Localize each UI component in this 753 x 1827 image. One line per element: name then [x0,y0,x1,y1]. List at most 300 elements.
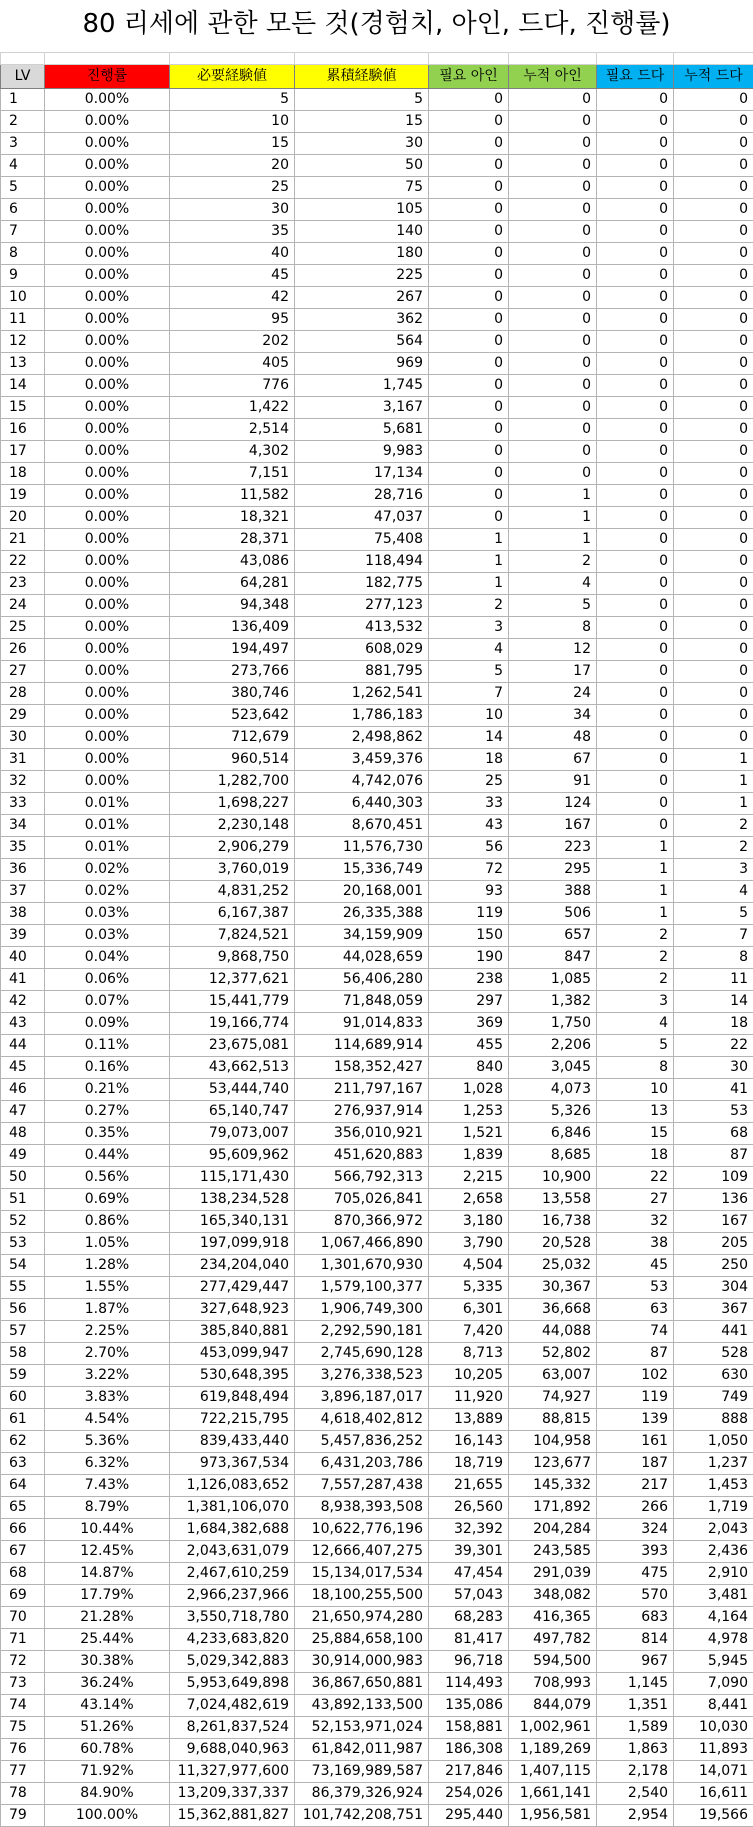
cell-cumulative-exp[interactable]: 362 [295,309,429,331]
cell-cumulative-dda[interactable]: 2,910 [674,1563,753,1585]
cell-required-dda[interactable]: 63 [597,1299,674,1321]
cell-progress[interactable]: 0.06% [45,969,170,991]
cell-required-exp[interactable]: 138,234,528 [170,1189,295,1211]
cell-level[interactable]: 21 [1,529,45,551]
cell-cumulative-ain[interactable]: 52,802 [509,1343,597,1365]
cell-level[interactable]: 31 [1,749,45,771]
cell-progress[interactable]: 0.09% [45,1013,170,1035]
cell-level[interactable]: 33 [1,793,45,815]
cell-required-dda[interactable]: 0 [597,661,674,683]
cell-progress[interactable]: 0.00% [45,683,170,705]
cell-required-ain[interactable]: 217,846 [429,1761,509,1783]
blank-cell[interactable] [429,53,509,65]
cell-cumulative-dda[interactable]: 0 [674,551,753,573]
cell-level[interactable]: 59 [1,1365,45,1387]
cell-required-exp[interactable]: 10 [170,111,295,133]
cell-required-exp[interactable]: 15,441,779 [170,991,295,1013]
cell-required-ain[interactable]: 1,839 [429,1145,509,1167]
header-cumulative-exp[interactable]: 累積経験値 [295,65,429,89]
cell-required-ain[interactable]: 840 [429,1057,509,1079]
cell-progress[interactable]: 0.00% [45,661,170,683]
cell-cumulative-dda[interactable]: 2 [674,837,753,859]
cell-cumulative-exp[interactable]: 1,301,670,930 [295,1255,429,1277]
cell-required-ain[interactable]: 5,335 [429,1277,509,1299]
cell-level[interactable]: 79 [1,1805,45,1827]
cell-required-exp[interactable]: 43,662,513 [170,1057,295,1079]
cell-cumulative-ain[interactable]: 20,528 [509,1233,597,1255]
cell-cumulative-exp[interactable]: 56,406,280 [295,969,429,991]
cell-level[interactable]: 73 [1,1673,45,1695]
cell-cumulative-dda[interactable]: 0 [674,463,753,485]
cell-required-dda[interactable]: 0 [597,617,674,639]
cell-cumulative-exp[interactable]: 870,366,972 [295,1211,429,1233]
cell-required-ain[interactable]: 33 [429,793,509,815]
cell-required-exp[interactable]: 95,609,962 [170,1145,295,1167]
cell-cumulative-dda[interactable]: 0 [674,507,753,529]
cell-cumulative-exp[interactable]: 73,169,989,587 [295,1761,429,1783]
cell-cumulative-dda[interactable]: 1,719 [674,1497,753,1519]
cell-cumulative-dda[interactable]: 14,071 [674,1761,753,1783]
cell-required-ain[interactable]: 96,718 [429,1651,509,1673]
cell-required-exp[interactable]: 234,204,040 [170,1255,295,1277]
cell-cumulative-exp[interactable]: 225 [295,265,429,287]
cell-required-dda[interactable]: 0 [597,441,674,463]
cell-cumulative-dda[interactable]: 205 [674,1233,753,1255]
cell-progress[interactable]: 0.00% [45,331,170,353]
cell-cumulative-ain[interactable]: 124 [509,793,597,815]
cell-progress[interactable]: 30.38% [45,1651,170,1673]
cell-cumulative-ain[interactable]: 506 [509,903,597,925]
cell-required-dda[interactable]: 266 [597,1497,674,1519]
cell-cumulative-dda[interactable]: 2,436 [674,1541,753,1563]
cell-level[interactable]: 47 [1,1101,45,1123]
header-required-exp[interactable]: 必要経験値 [170,65,295,89]
cell-cumulative-dda[interactable]: 1,453 [674,1475,753,1497]
cell-required-ain[interactable]: 10 [429,705,509,727]
cell-cumulative-exp[interactable]: 1,579,100,377 [295,1277,429,1299]
cell-progress[interactable]: 0.00% [45,485,170,507]
cell-cumulative-ain[interactable]: 16,738 [509,1211,597,1233]
cell-level[interactable]: 77 [1,1761,45,1783]
cell-cumulative-exp[interactable]: 47,037 [295,507,429,529]
cell-progress[interactable]: 0.00% [45,111,170,133]
cell-cumulative-ain[interactable]: 167 [509,815,597,837]
cell-cumulative-ain[interactable]: 0 [509,155,597,177]
cell-cumulative-exp[interactable]: 276,937,914 [295,1101,429,1123]
cell-required-dda[interactable]: 45 [597,1255,674,1277]
cell-progress[interactable]: 3.22% [45,1365,170,1387]
cell-required-dda[interactable]: 161 [597,1431,674,1453]
cell-cumulative-ain[interactable]: 25,032 [509,1255,597,1277]
cell-required-ain[interactable]: 0 [429,265,509,287]
cell-required-dda[interactable]: 0 [597,353,674,375]
cell-required-ain[interactable]: 0 [429,111,509,133]
cell-cumulative-ain[interactable]: 0 [509,463,597,485]
cell-required-dda[interactable]: 0 [597,771,674,793]
cell-required-exp[interactable]: 28,371 [170,529,295,551]
cell-cumulative-exp[interactable]: 969 [295,353,429,375]
cell-required-dda[interactable]: 119 [597,1387,674,1409]
cell-cumulative-exp[interactable]: 413,532 [295,617,429,639]
cell-required-dda[interactable]: 0 [597,309,674,331]
cell-required-ain[interactable]: 8,713 [429,1343,509,1365]
header-cumulative-dda[interactable]: 누적 드다 [674,65,753,89]
cell-cumulative-exp[interactable]: 158,352,427 [295,1057,429,1079]
cell-required-exp[interactable]: 9,688,040,963 [170,1739,295,1761]
cell-required-ain[interactable]: 254,026 [429,1783,509,1805]
cell-progress[interactable]: 0.00% [45,639,170,661]
cell-cumulative-ain[interactable]: 0 [509,353,597,375]
cell-required-ain[interactable]: 43 [429,815,509,837]
cell-required-exp[interactable]: 273,766 [170,661,295,683]
header-progress[interactable]: 진행률 [45,65,170,89]
cell-level[interactable]: 51 [1,1189,45,1211]
cell-progress[interactable]: 0.01% [45,837,170,859]
cell-required-dda[interactable]: 683 [597,1607,674,1629]
cell-progress[interactable]: 0.03% [45,925,170,947]
cell-cumulative-ain[interactable]: 1 [509,529,597,551]
cell-cumulative-exp[interactable]: 4,742,076 [295,771,429,793]
cell-progress[interactable]: 14.87% [45,1563,170,1585]
cell-cumulative-ain[interactable]: 0 [509,331,597,353]
cell-cumulative-dda[interactable]: 8 [674,947,753,969]
cell-cumulative-ain[interactable]: 34 [509,705,597,727]
cell-cumulative-exp[interactable]: 881,795 [295,661,429,683]
cell-required-dda[interactable]: 0 [597,749,674,771]
cell-cumulative-exp[interactable]: 356,010,921 [295,1123,429,1145]
cell-progress[interactable]: 0.16% [45,1057,170,1079]
cell-cumulative-ain[interactable]: 708,993 [509,1673,597,1695]
cell-cumulative-dda[interactable]: 53 [674,1101,753,1123]
cell-required-ain[interactable]: 18,719 [429,1453,509,1475]
cell-cumulative-ain[interactable]: 416,365 [509,1607,597,1629]
cell-cumulative-exp[interactable]: 75 [295,177,429,199]
cell-required-ain[interactable]: 39,301 [429,1541,509,1563]
cell-level[interactable]: 22 [1,551,45,573]
cell-level[interactable]: 37 [1,881,45,903]
cell-required-dda[interactable]: 32 [597,1211,674,1233]
cell-level[interactable]: 63 [1,1453,45,1475]
cell-level[interactable]: 62 [1,1431,45,1453]
cell-cumulative-dda[interactable]: 528 [674,1343,753,1365]
cell-cumulative-ain[interactable]: 12 [509,639,597,661]
cell-required-exp[interactable]: 11,327,977,600 [170,1761,295,1783]
cell-required-exp[interactable]: 776 [170,375,295,397]
cell-cumulative-exp[interactable]: 3,276,338,523 [295,1365,429,1387]
cell-progress[interactable]: 0.00% [45,529,170,551]
cell-required-dda[interactable]: 2 [597,947,674,969]
cell-required-ain[interactable]: 0 [429,309,509,331]
cell-cumulative-dda[interactable]: 4 [674,881,753,903]
cell-level[interactable]: 7 [1,221,45,243]
cell-level[interactable]: 15 [1,397,45,419]
cell-cumulative-exp[interactable]: 8,938,393,508 [295,1497,429,1519]
cell-required-exp[interactable]: 973,367,534 [170,1453,295,1475]
cell-level[interactable]: 78 [1,1783,45,1805]
cell-required-ain[interactable]: 190 [429,947,509,969]
cell-level[interactable]: 50 [1,1167,45,1189]
cell-cumulative-dda[interactable]: 0 [674,155,753,177]
cell-cumulative-ain[interactable]: 1,956,581 [509,1805,597,1827]
cell-level[interactable]: 5 [1,177,45,199]
cell-cumulative-exp[interactable]: 91,014,833 [295,1013,429,1035]
cell-required-exp[interactable]: 42 [170,287,295,309]
cell-required-ain[interactable]: 119 [429,903,509,925]
cell-required-exp[interactable]: 165,340,131 [170,1211,295,1233]
cell-required-dda[interactable]: 0 [597,727,674,749]
cell-cumulative-ain[interactable]: 0 [509,397,597,419]
cell-cumulative-exp[interactable]: 21,650,974,280 [295,1607,429,1629]
cell-cumulative-exp[interactable]: 10,622,776,196 [295,1519,429,1541]
cell-required-exp[interactable]: 2,966,237,966 [170,1585,295,1607]
cell-cumulative-ain[interactable]: 6,846 [509,1123,597,1145]
cell-cumulative-dda[interactable]: 367 [674,1299,753,1321]
cell-level[interactable]: 72 [1,1651,45,1673]
cell-level[interactable]: 56 [1,1299,45,1321]
cell-required-exp[interactable]: 20 [170,155,295,177]
cell-required-dda[interactable]: 0 [597,485,674,507]
cell-cumulative-dda[interactable]: 1 [674,793,753,815]
cell-cumulative-ain[interactable]: 1,002,961 [509,1717,597,1739]
cell-required-dda[interactable]: 5 [597,1035,674,1057]
cell-required-ain[interactable]: 57,043 [429,1585,509,1607]
cell-cumulative-exp[interactable]: 182,775 [295,573,429,595]
cell-cumulative-dda[interactable]: 5 [674,903,753,925]
cell-required-ain[interactable]: 0 [429,243,509,265]
cell-cumulative-exp[interactable]: 101,742,208,751 [295,1805,429,1827]
cell-cumulative-dda[interactable]: 4,978 [674,1629,753,1651]
cell-required-ain[interactable]: 81,417 [429,1629,509,1651]
cell-required-ain[interactable]: 16,143 [429,1431,509,1453]
cell-progress[interactable]: 6.32% [45,1453,170,1475]
cell-required-dda[interactable]: 0 [597,397,674,419]
blank-cell[interactable] [45,53,170,65]
header-cumulative-ain[interactable]: 누적 아인 [509,65,597,89]
cell-cumulative-dda[interactable]: 5,945 [674,1651,753,1673]
cell-cumulative-dda[interactable]: 167 [674,1211,753,1233]
cell-required-ain[interactable]: 1,521 [429,1123,509,1145]
cell-required-exp[interactable]: 405 [170,353,295,375]
cell-required-ain[interactable]: 5 [429,661,509,683]
cell-required-dda[interactable]: 1,145 [597,1673,674,1695]
cell-required-ain[interactable]: 158,881 [429,1717,509,1739]
cell-level[interactable]: 12 [1,331,45,353]
cell-required-ain[interactable]: 1 [429,573,509,595]
cell-cumulative-exp[interactable]: 6,431,203,786 [295,1453,429,1475]
cell-progress[interactable]: 0.00% [45,727,170,749]
cell-cumulative-ain[interactable]: 0 [509,309,597,331]
cell-required-dda[interactable]: 217 [597,1475,674,1497]
cell-cumulative-dda[interactable]: 1,050 [674,1431,753,1453]
cell-required-ain[interactable]: 13,889 [429,1409,509,1431]
cell-required-dda[interactable]: 0 [597,573,674,595]
cell-required-ain[interactable]: 26,560 [429,1497,509,1519]
cell-cumulative-dda[interactable]: 0 [674,419,753,441]
cell-required-exp[interactable]: 3,760,019 [170,859,295,881]
cell-level[interactable]: 32 [1,771,45,793]
cell-cumulative-dda[interactable]: 10,030 [674,1717,753,1739]
cell-level[interactable]: 75 [1,1717,45,1739]
cell-cumulative-ain[interactable]: 1,382 [509,991,597,1013]
cell-progress[interactable]: 0.00% [45,705,170,727]
cell-required-dda[interactable]: 187 [597,1453,674,1475]
cell-cumulative-ain[interactable]: 63,007 [509,1365,597,1387]
cell-cumulative-exp[interactable]: 705,026,841 [295,1189,429,1211]
cell-required-exp[interactable]: 115,171,430 [170,1167,295,1189]
cell-cumulative-ain[interactable]: 44,088 [509,1321,597,1343]
cell-level[interactable]: 64 [1,1475,45,1497]
cell-cumulative-exp[interactable]: 2,292,590,181 [295,1321,429,1343]
cell-cumulative-ain[interactable]: 1,189,269 [509,1739,597,1761]
cell-cumulative-ain[interactable]: 0 [509,441,597,463]
cell-cumulative-dda[interactable]: 41 [674,1079,753,1101]
cell-required-ain[interactable]: 18 [429,749,509,771]
cell-cumulative-dda[interactable]: 0 [674,133,753,155]
cell-level[interactable]: 27 [1,661,45,683]
cell-level[interactable]: 41 [1,969,45,991]
cell-required-exp[interactable]: 277,429,447 [170,1277,295,1299]
cell-cumulative-exp[interactable]: 3,896,187,017 [295,1387,429,1409]
cell-cumulative-dda[interactable]: 7 [674,925,753,947]
cell-required-dda[interactable]: 0 [597,705,674,727]
cell-required-exp[interactable]: 5 [170,89,295,111]
cell-required-ain[interactable]: 0 [429,463,509,485]
cell-cumulative-exp[interactable]: 11,576,730 [295,837,429,859]
cell-required-dda[interactable]: 1,351 [597,1695,674,1717]
cell-required-ain[interactable]: 0 [429,133,509,155]
cell-required-ain[interactable]: 186,308 [429,1739,509,1761]
cell-cumulative-ain[interactable]: 123,677 [509,1453,597,1475]
cell-cumulative-dda[interactable]: 1 [674,749,753,771]
cell-cumulative-ain[interactable]: 243,585 [509,1541,597,1563]
cell-cumulative-dda[interactable]: 8,441 [674,1695,753,1717]
cell-required-exp[interactable]: 1,698,227 [170,793,295,815]
cell-cumulative-exp[interactable]: 1,786,183 [295,705,429,727]
cell-cumulative-dda[interactable]: 250 [674,1255,753,1277]
cell-required-dda[interactable]: 967 [597,1651,674,1673]
cell-required-exp[interactable]: 2,906,279 [170,837,295,859]
cell-required-dda[interactable]: 139 [597,1409,674,1431]
cell-required-ain[interactable]: 3,790 [429,1233,509,1255]
cell-cumulative-ain[interactable]: 2,206 [509,1035,597,1057]
cell-required-exp[interactable]: 197,099,918 [170,1233,295,1255]
cell-cumulative-exp[interactable]: 20,168,001 [295,881,429,903]
cell-progress[interactable]: 0.00% [45,375,170,397]
cell-cumulative-ain[interactable]: 1 [509,485,597,507]
cell-required-dda[interactable]: 0 [597,221,674,243]
cell-progress[interactable]: 84.90% [45,1783,170,1805]
cell-progress[interactable]: 51.26% [45,1717,170,1739]
cell-level[interactable]: 18 [1,463,45,485]
cell-required-ain[interactable]: 21,655 [429,1475,509,1497]
cell-progress[interactable]: 0.00% [45,595,170,617]
cell-cumulative-dda[interactable]: 0 [674,265,753,287]
cell-required-dda[interactable]: 0 [597,243,674,265]
cell-cumulative-exp[interactable]: 3,167 [295,397,429,419]
cell-required-exp[interactable]: 1,126,083,652 [170,1475,295,1497]
cell-required-exp[interactable]: 4,831,252 [170,881,295,903]
cell-required-ain[interactable]: 7 [429,683,509,705]
cell-required-ain[interactable]: 369 [429,1013,509,1035]
cell-required-dda[interactable]: 74 [597,1321,674,1343]
cell-required-exp[interactable]: 327,648,923 [170,1299,295,1321]
cell-cumulative-ain[interactable]: 5 [509,595,597,617]
cell-required-exp[interactable]: 45 [170,265,295,287]
cell-progress[interactable]: 1.05% [45,1233,170,1255]
cell-required-exp[interactable]: 15,362,881,827 [170,1805,295,1827]
cell-required-dda[interactable]: 0 [597,111,674,133]
cell-required-dda[interactable]: 27 [597,1189,674,1211]
cell-cumulative-dda[interactable]: 0 [674,221,753,243]
cell-required-dda[interactable]: 1,863 [597,1739,674,1761]
cell-level[interactable]: 6 [1,199,45,221]
cell-cumulative-exp[interactable]: 3,459,376 [295,749,429,771]
cell-progress[interactable]: 60.78% [45,1739,170,1761]
cell-progress[interactable]: 0.11% [45,1035,170,1057]
cell-required-dda[interactable]: 0 [597,375,674,397]
header-level[interactable]: LV [1,65,45,89]
cell-required-dda[interactable]: 102 [597,1365,674,1387]
cell-required-ain[interactable]: 114,493 [429,1673,509,1695]
cell-progress[interactable]: 1.55% [45,1277,170,1299]
cell-level[interactable]: 28 [1,683,45,705]
cell-progress[interactable]: 0.27% [45,1101,170,1123]
cell-cumulative-exp[interactable]: 180 [295,243,429,265]
cell-cumulative-ain[interactable]: 104,958 [509,1431,597,1453]
cell-cumulative-ain[interactable]: 8,685 [509,1145,597,1167]
cell-required-exp[interactable]: 7,824,521 [170,925,295,947]
cell-cumulative-ain[interactable]: 145,332 [509,1475,597,1497]
cell-cumulative-dda[interactable]: 0 [674,375,753,397]
cell-cumulative-exp[interactable]: 211,797,167 [295,1079,429,1101]
cell-cumulative-dda[interactable]: 0 [674,661,753,683]
cell-cumulative-dda[interactable]: 18 [674,1013,753,1035]
cell-cumulative-ain[interactable]: 13,558 [509,1189,597,1211]
cell-cumulative-dda[interactable]: 304 [674,1277,753,1299]
cell-cumulative-ain[interactable]: 17 [509,661,597,683]
cell-required-exp[interactable]: 380,746 [170,683,295,705]
cell-cumulative-dda[interactable]: 0 [674,595,753,617]
cell-required-exp[interactable]: 7,024,482,619 [170,1695,295,1717]
cell-cumulative-exp[interactable]: 34,159,909 [295,925,429,947]
cell-cumulative-exp[interactable]: 140 [295,221,429,243]
cell-required-dda[interactable]: 0 [597,793,674,815]
cell-cumulative-exp[interactable]: 4,618,402,812 [295,1409,429,1431]
cell-cumulative-exp[interactable]: 451,620,883 [295,1145,429,1167]
header-required-dda[interactable]: 필요 드다 [597,65,674,89]
cell-cumulative-dda[interactable]: 0 [674,177,753,199]
cell-required-ain[interactable]: 68,283 [429,1607,509,1629]
cell-progress[interactable]: 0.00% [45,507,170,529]
cell-cumulative-exp[interactable]: 5,457,836,252 [295,1431,429,1453]
cell-required-dda[interactable]: 393 [597,1541,674,1563]
cell-progress[interactable]: 5.36% [45,1431,170,1453]
cell-cumulative-ain[interactable]: 291,039 [509,1563,597,1585]
cell-cumulative-ain[interactable]: 4,073 [509,1079,597,1101]
cell-cumulative-ain[interactable]: 295 [509,859,597,881]
cell-required-exp[interactable]: 839,433,440 [170,1431,295,1453]
cell-progress[interactable]: 25.44% [45,1629,170,1651]
cell-required-exp[interactable]: 202 [170,331,295,353]
cell-cumulative-exp[interactable]: 1,067,466,890 [295,1233,429,1255]
cell-level[interactable]: 26 [1,639,45,661]
cell-progress[interactable]: 7.43% [45,1475,170,1497]
cell-cumulative-dda[interactable]: 2 [674,815,753,837]
cell-level[interactable]: 39 [1,925,45,947]
cell-required-dda[interactable]: 53 [597,1277,674,1299]
cell-cumulative-dda[interactable]: 0 [674,243,753,265]
cell-required-exp[interactable]: 35 [170,221,295,243]
